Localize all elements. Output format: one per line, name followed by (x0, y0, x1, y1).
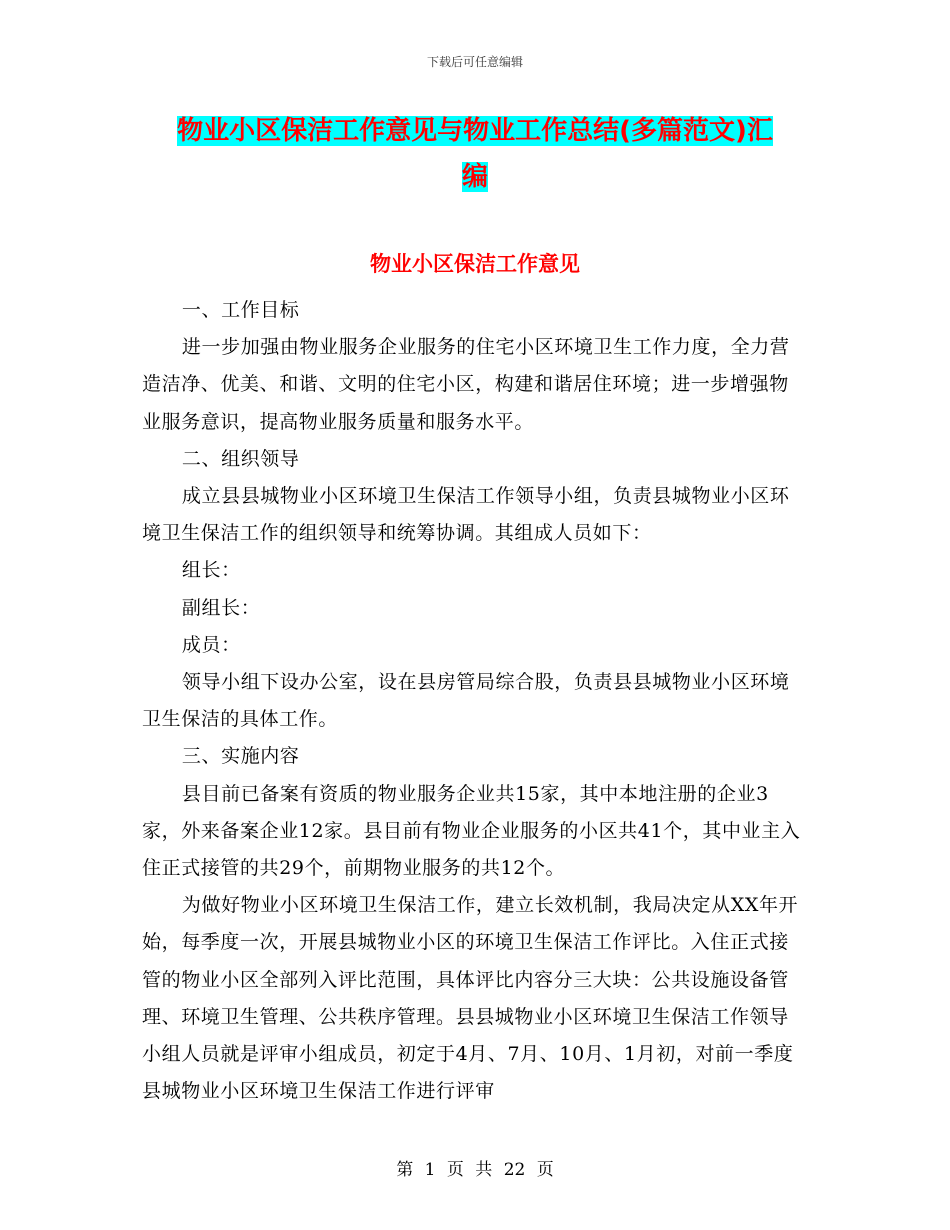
document-title (130, 108, 820, 200)
label-deputy-leader: 副组长： (181, 596, 261, 619)
heading-implementation: 三、实施内容 (181, 745, 300, 768)
paragraph-goals: 进一步加强由物业服务企业服务的住宅小区环境卫生工作力度，全力营造洁净、优美、和谐、文明的住宅小区，构建和谐居住环境；进一步增强物业服务意识，提高物业服务质量和服务水平。 (142, 336, 790, 433)
heading-organization: 二、组织领导 (181, 447, 300, 470)
label-leader: 组长： (181, 559, 241, 582)
document-title-line2: 编 (461, 162, 488, 192)
page-footer: 第 1 页 共 22 页 (396, 1160, 554, 1180)
paragraph-enterprises: 县目前已备案有资质的物业服务企业共15家，其中本地注册的企业3家，外来备案企业12家。县目前有物业企业服务的小区共41个，其中业主入住正式接管的共29个，前期物业服务的共12个。 (142, 782, 801, 880)
page-header: 下载后可任意编辑 (426, 55, 523, 69)
paragraph-evaluation: 为做好物业小区环境卫生保洁工作，建立长效机制，我局决定从XX年开始，每季度一次，开展县城物业小区的环境卫生保洁工作评比。入住正式接管的物业小区全部列入评比范围，具体评比内容分三大块：公共设施设备管理、环境卫生管理、公共秩序管理。县县城物业小区环境卫生保洁工作领导小组人员就是评审小组成员，初定于4月、7月、10月、1月初，对前一季度县城物业小区环境卫生保洁工作进行评审 (142, 894, 799, 1103)
section-title: 物业小区保洁工作意见 (370, 252, 580, 276)
paragraph-office: 领导小组下设办公室，设在县房管局综合股，负责县县城物业小区环境卫生保洁的具体工作。 (142, 671, 790, 731)
label-members: 成员： (181, 633, 241, 656)
paragraph-organization: 成立县县城物业小区环境卫生保洁工作领导小组，负责县城物业小区环境卫生保洁工作的组织领导和统筹协调。其组成人员如下： (142, 485, 790, 545)
heading-work-goals: 一、工作目标 (181, 299, 300, 321)
document-title-line1: 物业小区保洁工作意见与物业工作总结(多篇范文)汇 (177, 116, 773, 146)
document-body (142, 292, 802, 1110)
